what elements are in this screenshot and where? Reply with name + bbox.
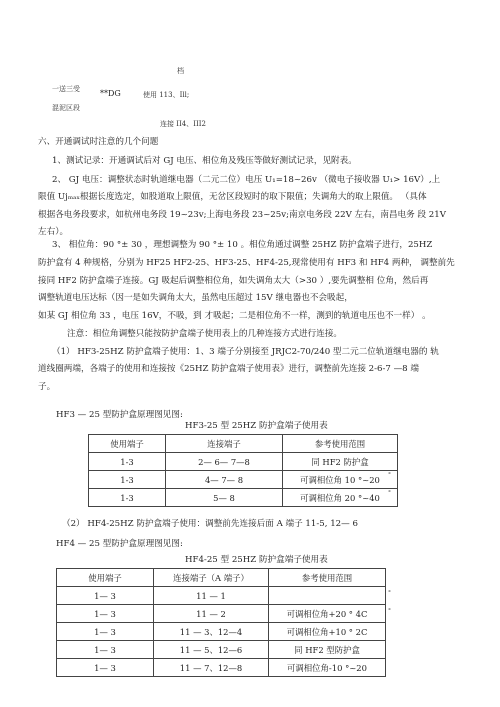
text-line: 3、 相位角：90 °± 30 ，理想调整为 90 °± 10 。相位角通过调整 25HZ 防护盒端子进行，25HZ	[52, 240, 433, 250]
table-cell: 1-3	[89, 471, 166, 489]
table-cell: 11 — 3、12—4	[154, 623, 269, 641]
table-header: 连接端子	[166, 435, 283, 453]
table-cell: 可调相位角-10 °~20	[269, 659, 386, 677]
text-line: 2、 GJ 电压：调整状态时轨道继电器（二元二位）电压 U₁=18~26v （微电子接收器 U₁> 16V）,上	[52, 175, 441, 185]
hf3-caption: HF3 — 25 型防护盒原理图见图:	[56, 410, 183, 420]
margin-mark: °	[388, 590, 391, 597]
paragraph-hf3	[52, 344, 482, 362]
header-fragment: 一送三受	[52, 85, 80, 93]
text-line: 根据各电务段要求，如杭州电务段 19~23v;上海电务段 23~25v;南京电务段 22V 左右，南昌电务 段 21V	[38, 209, 446, 220]
table-cell: 1-3	[89, 453, 166, 471]
paragraph-item-3	[52, 237, 482, 255]
table-header: 使用端子	[57, 569, 154, 587]
header-fragment: 档	[177, 67, 184, 75]
table-row	[57, 605, 386, 623]
table-cell: 11 — 7、12—8	[154, 659, 269, 677]
table2	[56, 568, 386, 677]
table-cell: 可调相位角+10 ° 2C	[269, 623, 386, 641]
table1-title: HF3-25 型 25HZ 防护盒端子使用表	[185, 421, 328, 431]
table-row	[89, 471, 398, 489]
table-header: 使用端子	[89, 435, 166, 453]
table-row	[57, 659, 386, 677]
margin-mark: °	[388, 608, 391, 615]
paragraph-item-2-cont	[38, 189, 468, 242]
header-fragment: 混泥区段	[52, 104, 80, 112]
text-line: 如某 GJ 相位角 33 ，电压 16V，不吸，到 才吸起；二是相位角不一样，测到的轨道电压也不一样） 。	[38, 310, 431, 321]
table-cell: 可调相位角+20 ° 4C	[269, 605, 386, 623]
header-fragment: **DG	[100, 89, 121, 98]
note: 注意：相位角调整只能按防护盒端子使用表上的几种连接方式进行连接。	[67, 329, 343, 339]
table-row	[57, 587, 386, 605]
table1	[88, 434, 398, 507]
table-cell: 1— 3	[57, 641, 154, 659]
text-line: 调整轨道电压达标（因一是如失调角太大，虽然电压超过 15V 继电器也不会吸起，	[38, 293, 353, 304]
table-cell: 可调相位角 10 °~20	[283, 471, 398, 489]
table-cell: 1-3	[89, 489, 166, 507]
text-line: 道线圈两端，各端子的使用和连接按《25HZ 防护盒端子使用表》进行，调整前先连接 2-6-7 —8 端	[38, 364, 419, 374]
table-cell: 11 — 1	[154, 587, 269, 605]
table-cell: 1— 3	[57, 659, 154, 677]
table-cell: 可调相位角 20 °~40	[283, 489, 398, 507]
table-cell: 1— 3	[57, 587, 154, 605]
table-header: 参考使用范围	[269, 569, 386, 587]
table-cell	[269, 587, 386, 605]
text-line: （1） HF3-25HZ 防护盒端子使用：1、3 端子分别接至 JRJC2-70/240 型二元二位轨道继电器的 轨	[52, 347, 439, 357]
paragraph-item-2	[52, 172, 482, 190]
header-fragment: 使用 113、Ill;	[143, 91, 190, 99]
text-line: 限值 Ujₘₐₓ根据长度选定，如股道取上限值，无岔区段短时的取下限值；失调角大的取上限值。 （具体	[38, 192, 427, 202]
table-cell: 5— 8	[166, 489, 283, 507]
table-cell: 同 HF2 防护盒	[283, 453, 398, 471]
margin-mark: °	[388, 490, 391, 497]
text-line: 防护盒有 4 种规格，分别为 HF25 HF2-25、HF3-25、HF4-25,现常使用有 HF3 和 HF4 两种， 调整前先	[38, 258, 455, 268]
text-line: 左右）。	[38, 227, 69, 238]
paragraph-item-1: 1、测试记录：开通调试后对 GJ 电压、相位角及残压等做好测试记录，见附表。	[52, 156, 357, 166]
table-header: 连接端子（A 端子）	[154, 569, 269, 587]
table-header: 参考使用范围	[283, 435, 398, 453]
section-title: 六、开通调试时注意的几个问题	[38, 137, 159, 147]
table-header-row	[57, 569, 386, 587]
table-row	[57, 623, 386, 641]
table-row	[89, 453, 398, 471]
text-line: 接同 HF2 防护盒端子连接。GJ 吸起后调整相位角，如失调角太大（>30 ）,要先调整相 位角，然后再	[38, 275, 429, 286]
header-fragment: 连接 II4、III2	[160, 120, 206, 128]
hf4-caption: HF4 — 25 型防护盒原理图见图:	[56, 539, 183, 549]
table-cell: 4— 7— 8	[166, 471, 283, 489]
margin-mark: °	[388, 472, 391, 479]
table-cell: 2— 6— 7—8	[166, 453, 283, 471]
text-line: 子。	[38, 381, 56, 392]
table-row	[57, 641, 386, 659]
paragraph-hf4: （2） HF4-25HZ 防护盒端子使用：调整前先连接后面 A 端子 11-5, 12— 6	[62, 519, 358, 529]
table-cell: 11 — 2	[154, 605, 269, 623]
table-cell: 1— 3	[57, 623, 154, 641]
table-cell: 同 HF2 型防护盒	[269, 641, 386, 659]
table-cell: 11 — 5、12—6	[154, 641, 269, 659]
table-cell: 1— 3	[57, 605, 154, 623]
paragraph-item-3-cont	[38, 255, 468, 325]
table-row	[89, 489, 398, 507]
paragraph-hf3-cont	[38, 361, 468, 396]
table2-title: HF4-25 型 25HZ 防护盒端子使用表	[185, 555, 328, 565]
table-header-row	[89, 435, 398, 453]
